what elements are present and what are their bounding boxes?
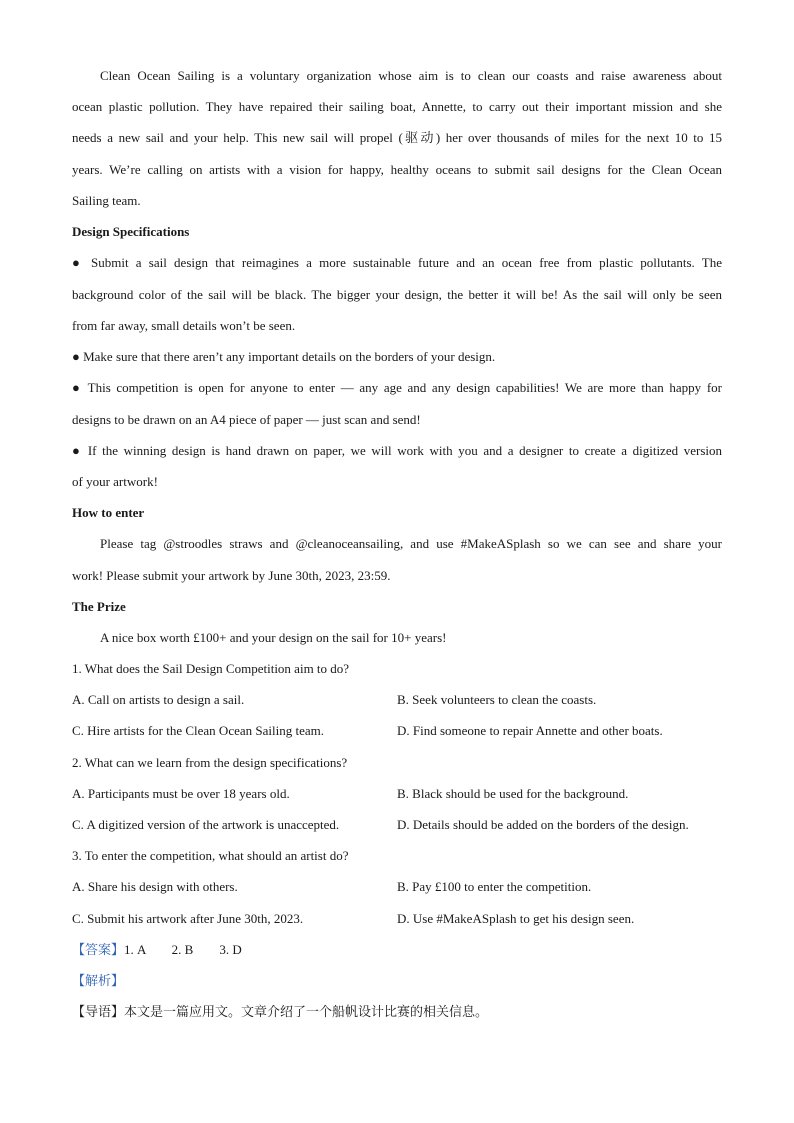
enter-line: work! Please submit your artwork by June 30th, 2023, 23:59. [72,568,391,583]
spec-line: background color of the sail will be black. The bigger your design, the better it will be! As the sail will only be seen [72,287,722,302]
answer-label: 【答案】 [72,942,125,957]
guide-text: 本文是一篇应用文。文章介绍了一个船帆设计比赛的相关信息。 [124,1004,489,1019]
guide-row [72,1004,722,1020]
spec-line: from far away, small details won’t be seen. [72,318,296,333]
intro-line: Sailing team. [72,193,141,208]
spec-line: ● If the winning design is hand drawn on paper, we will work with you and a designer to create a digitized version [72,443,722,458]
option-a: A. Participants must be over 18 years old. [72,786,290,801]
section-heading-the-prize: The Prize [72,599,126,614]
question-stem: 3. To enter the competition, what should an artist do? [72,848,349,863]
intro-line: years. We’re calling on artists with a vision for happy, healthy oceans to submit sail designs for the Clean Ocean [72,162,722,177]
answer-row [72,942,722,958]
guide-label: 【导语】 [72,1004,125,1019]
spec-line: ● This competition is open for anyone to enter — any age and any design capabilities! We are more than happy for [72,380,722,395]
option-c: C. Submit his artwork after June 30th, 2023. [72,911,304,926]
option-c: C. Hire artists for the Clean Ocean Sailing team. [72,723,324,738]
analysis-label: 【解析】 [72,973,125,988]
prize-line: A nice box worth £100+ and your design on the sail for 10+ years! [100,630,447,645]
section-heading-how-to-enter: How to enter [72,505,145,520]
spec-line: of your artwork! [72,474,158,489]
intro-line: ocean plastic pollution. They have repaired their sailing boat, Annette, to carry out their important mission and she [72,99,722,114]
option-d: D. Use #MakeASplash to get his design seen. [397,911,635,926]
intro-line: Clean Ocean Sailing is a voluntary organization whose aim is to clean our coasts and raise awareness about [100,68,722,83]
question-stem: 1. What does the Sail Design Competition aim to do? [72,661,350,676]
option-b: B. Pay £100 to enter the competition. [397,879,592,894]
option-a: A. Share his design with others. [72,879,238,894]
intro-line: needs a new sail and your help. This new sail will propel (驱动) her over thousands of miles for the next 10 to 15 [72,130,722,145]
option-d: D. Find someone to repair Annette and other boats. [397,723,663,738]
option-b: B. Seek volunteers to clean the coasts. [397,692,597,707]
spec-line: designs to be drawn on an A4 piece of paper — just scan and send! [72,412,421,427]
option-b: B. Black should be used for the background. [397,786,629,801]
enter-line: Please tag @stroodles straws and @cleanoceansailing, and use #MakeASplash so we can see and share your [100,536,722,551]
question-stem: 2. What can we learn from the design specifications? [72,755,348,770]
section-heading-design-specifications: Design Specifications [72,224,190,239]
option-d: D. Details should be added on the borders of the design. [397,817,689,832]
spec-line: ● Make sure that there aren’t any important details on the borders of your design. [72,349,496,364]
answer-text: 1. A 2. B 3. D [124,942,242,957]
option-a: A. Call on artists to design a sail. [72,692,245,707]
spec-line: ● Submit a sail design that reimagines a more sustainable future and an ocean free from plastic pollutants. The [72,255,722,270]
option-c: C. A digitized version of the artwork is unaccepted. [72,817,340,832]
